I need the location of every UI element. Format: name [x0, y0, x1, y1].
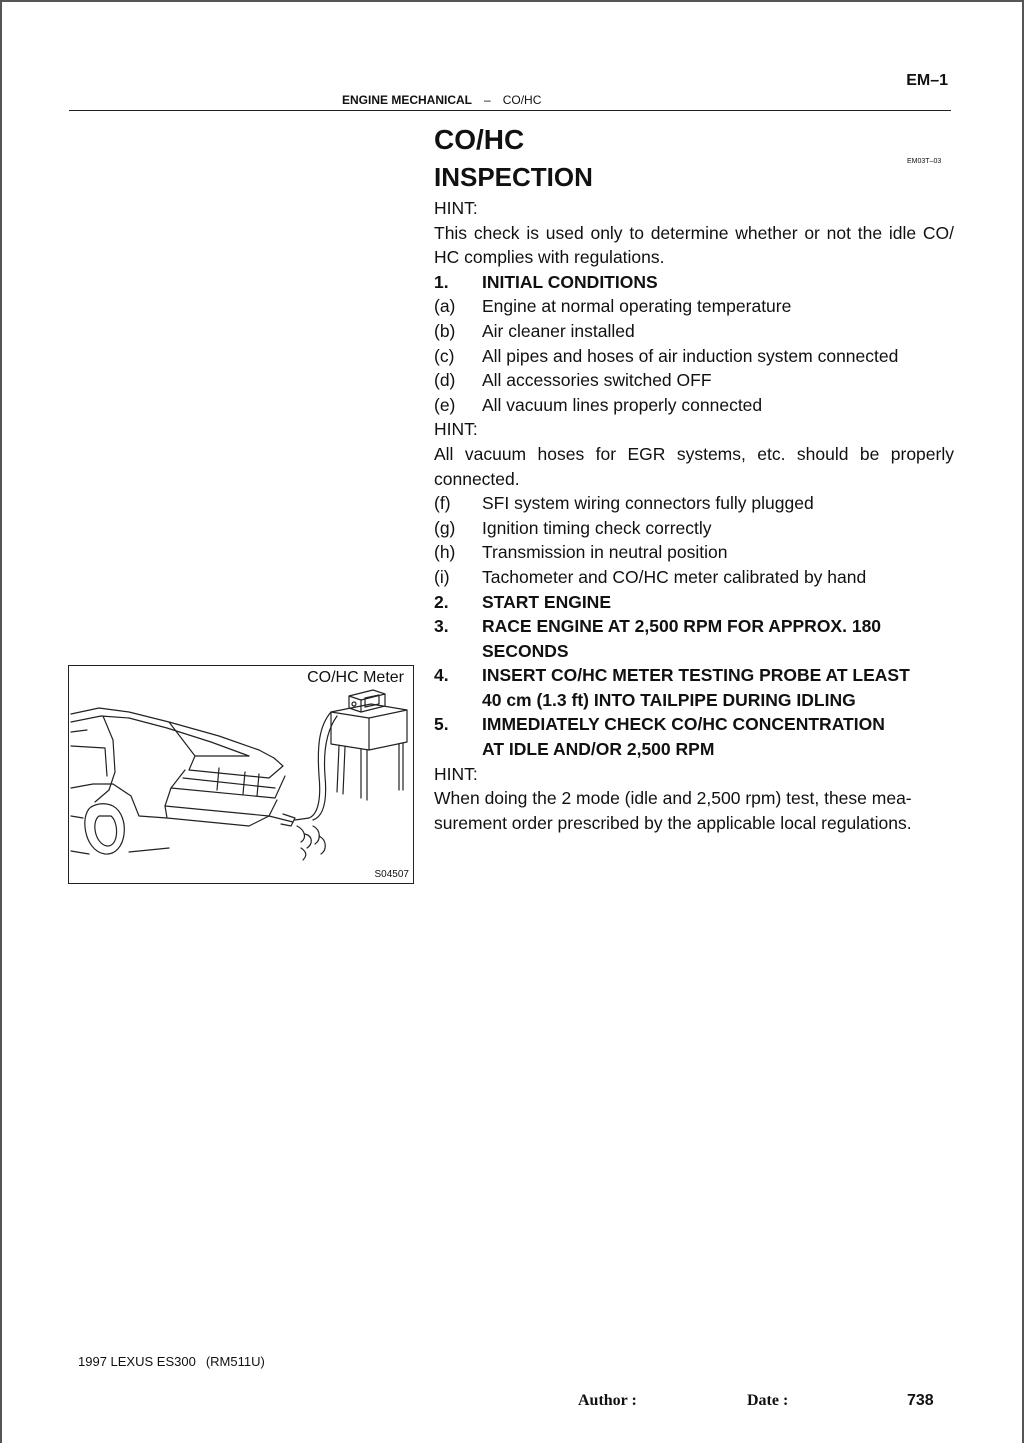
step-number: 4. [434, 665, 449, 686]
page-border-left [0, 0, 2, 1443]
hint-text: surement order prescribed by the applicable local regulations. [434, 812, 912, 833]
step-label: INITIAL CONDITIONS [482, 271, 658, 292]
step-item [434, 590, 954, 615]
section-name: ENGINE MECHANICAL [342, 93, 473, 107]
page-title: CO/HC [434, 124, 525, 155]
list-marker: (d) [434, 370, 456, 391]
hint-text: All vacuum hoses for EGR systems, etc. should be properly connected. [434, 443, 954, 489]
hint-text: When doing the 2 mode (idle and 2,500 rpm) test, these mea- [434, 788, 912, 809]
list-item [434, 565, 954, 590]
list-text: Tachometer and CO/HC meter calibrated by hand [482, 566, 867, 587]
figure-co-hc-meter [68, 665, 414, 884]
step-number: 5. [434, 714, 449, 735]
step-number: 1. [434, 271, 449, 292]
list-text: All pipes and hoses of air induction system connected [482, 345, 899, 366]
list-marker: (a) [434, 296, 456, 317]
step-item [434, 270, 954, 295]
figure-code: S04507 [374, 869, 409, 880]
date-label: Date : [747, 1392, 789, 1409]
list-item [434, 344, 954, 369]
step-label: START ENGINE [482, 591, 611, 612]
hint-label: HINT: [434, 419, 478, 440]
page-subtitle: INSPECTION [434, 162, 593, 192]
list-marker: (b) [434, 320, 456, 341]
footer-model [78, 1354, 265, 1369]
hint-label: HINT: [434, 763, 478, 784]
step-text [482, 663, 910, 712]
step-line: AT IDLE AND/OR 2,500 RPM [482, 739, 715, 760]
page-border-top [0, 0, 1024, 2]
page-number: 738 [907, 1392, 934, 1409]
list-marker: (e) [434, 394, 456, 415]
step-text [482, 712, 885, 761]
list-item [434, 516, 954, 541]
figure-label: CO/HC Meter [307, 669, 404, 686]
step-line: RACE ENGINE AT 2,500 RPM FOR APPROX. 180 [482, 616, 882, 637]
step-number: 3. [434, 616, 449, 637]
hint-label: HINT: [434, 198, 478, 218]
author-label: Author : [578, 1392, 637, 1409]
list-marker: (g) [434, 517, 456, 538]
list-item [434, 540, 954, 565]
list-item [434, 368, 954, 393]
step-item [434, 712, 954, 761]
model-name: 1997 LEXUS ES300 [78, 1354, 196, 1369]
car-meter-illustration [69, 666, 412, 882]
reference-code: EM03T–03 [907, 158, 942, 165]
body-text [434, 196, 954, 835]
step-line: IMMEDIATELY CHECK CO/HC CONCENTRATION [482, 714, 885, 735]
model-code: (RM511U) [205, 1354, 265, 1369]
step-item [434, 663, 954, 712]
running-header [342, 93, 541, 107]
list-item [434, 294, 954, 319]
step-text [482, 614, 881, 663]
list-text: All accessories switched OFF [482, 370, 712, 391]
step-item [434, 614, 954, 663]
list-item [434, 491, 954, 516]
header-separator: – [484, 93, 491, 107]
topic-name: CO/HC [502, 93, 542, 107]
list-marker: (f) [434, 493, 451, 514]
list-item [434, 393, 954, 418]
header-rule [69, 110, 951, 111]
list-text: Ignition timing check correctly [482, 517, 712, 538]
list-text: SFI system wiring connectors fully plugged [482, 493, 814, 514]
step-line: 40 cm (1.3 ft) INTO TAILPIPE DURING IDLING [482, 689, 856, 710]
list-text: All vacuum lines properly connected [482, 394, 763, 415]
list-text: Air cleaner installed [482, 320, 635, 341]
step-number: 2. [434, 591, 449, 612]
list-marker: (i) [434, 566, 450, 587]
list-text: Engine at normal operating temperature [482, 296, 792, 317]
list-marker: (c) [434, 345, 455, 366]
step-line: INSERT CO/HC METER TESTING PROBE AT LEAST [482, 665, 910, 686]
hint-text: This check is used only to determine whether or not the idle CO/ HC complies with regulations. [434, 222, 954, 268]
list-marker: (h) [434, 542, 456, 563]
list-item [434, 319, 954, 344]
page-code: EM–1 [906, 72, 948, 89]
step-line: SECONDS [482, 640, 569, 661]
list-text: Transmission in neutral position [482, 542, 728, 563]
